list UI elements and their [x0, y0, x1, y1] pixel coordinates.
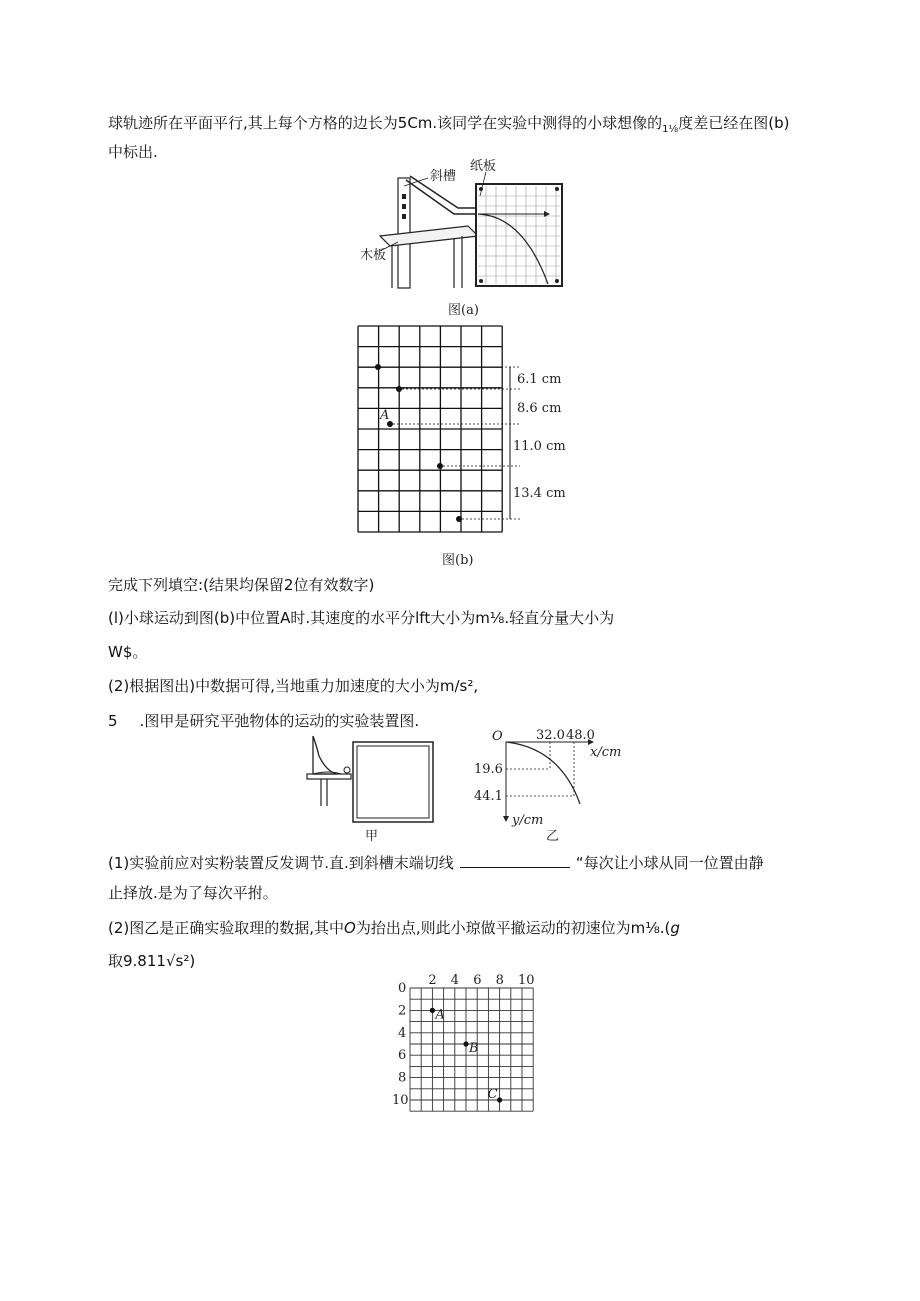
gap-label-4: 13.4 cm	[513, 486, 566, 501]
grid-point-c	[497, 1097, 502, 1102]
text-run: 为抬出点,则此小琼做平撤运动的初速位为m⅛.(	[355, 919, 671, 937]
x-tick-label: 4	[450, 973, 460, 988]
gap-label-3: 11.0 cm	[513, 439, 566, 454]
symbol-o: O	[344, 919, 356, 937]
paragraph-line-6: (2)根据图出)中数据可得,当地重力加速度的大小为m∕s²,	[108, 677, 479, 695]
trajectory-point	[375, 364, 381, 370]
gap-label-2: 8.6 cm	[517, 401, 562, 416]
figure-b-grid	[350, 320, 590, 572]
coordinate-tick-labels	[392, 973, 535, 1108]
text-run: (2)图乙是正确实验取理的数据,其中	[108, 919, 345, 937]
grid-point-label: A	[435, 1007, 445, 1023]
grid-point-b	[463, 1041, 468, 1046]
grid-point-a	[430, 1008, 435, 1013]
text-run: 度差已经在图(b)	[678, 114, 790, 132]
x-tick-label: 10	[518, 973, 535, 988]
x-tick-48: 48.0	[566, 728, 595, 743]
paragraph-line-4: (l)小球运动到图(b)中位置A时.其速度的水平分lft大小为m⅛.轻直分量大小为	[108, 609, 615, 627]
point-a-label: A	[380, 408, 390, 423]
text-run: (1)实验前应对实粉装置反发调节.直.到斜槽末端切线	[108, 854, 454, 872]
figure-a-caption: 图(a)	[448, 303, 479, 318]
figure-b-gridlines	[358, 326, 502, 532]
label-wood-board: 木板	[360, 248, 387, 263]
gap-label-1: 6.1 cm	[517, 372, 562, 387]
y-tick-label: 6	[398, 1048, 407, 1064]
paragraph-line-11: 取9.811√s²)	[108, 952, 196, 970]
y-tick-label: 2	[398, 1003, 407, 1019]
x-tick-label: 6	[473, 973, 482, 988]
paragraph-line-7	[108, 710, 419, 732]
label-paper-board: 纸板	[470, 159, 497, 174]
grid-point-label: C	[487, 1087, 498, 1102]
y-axis-label: y/cm	[512, 813, 544, 828]
question-number: 5	[108, 712, 118, 730]
text-run: “每次让小球从同一位置由静	[575, 854, 764, 872]
x-tick-32: 32.0	[536, 728, 565, 743]
subscript-text: 1⅛	[662, 124, 679, 135]
x-tick-label: 2	[428, 973, 437, 988]
trajectory-point	[456, 516, 462, 522]
fill-in-blank[interactable]	[460, 853, 570, 868]
figure-yi-plot	[470, 728, 630, 844]
x-tick-label: 8	[495, 973, 504, 988]
y-tick-label: 0	[398, 981, 407, 996]
paragraph-line-8	[108, 852, 764, 874]
x-axis-label: x/cm	[590, 745, 622, 760]
y-tick-44-1: 44.1	[474, 789, 503, 804]
grid-point-label: B	[469, 1041, 479, 1056]
trajectory-point	[437, 463, 443, 469]
y-tick-label: 4	[398, 1025, 407, 1041]
label-chute: 斜槽	[430, 169, 457, 184]
paragraph-line-5: W$。	[108, 643, 148, 661]
paragraph-line-10	[108, 917, 680, 939]
paragraph-line-9: 止择放.是为了每次平拊。	[108, 884, 278, 902]
paragraph-line-3: 完成下列填空:(结果均保留2位有效数字)	[108, 576, 375, 594]
origin-label: O	[492, 729, 503, 744]
trajectory-point	[396, 386, 402, 392]
text-run: .图甲是研究平弛物体的运动的实验装置图.	[139, 712, 420, 730]
figure-jia-caption: 甲	[365, 829, 379, 844]
paragraph-line-2: 中标出.	[108, 143, 158, 161]
figure-b-caption: 图(b)	[442, 553, 474, 568]
symbol-g: g	[670, 919, 680, 937]
figure-jia-apparatus	[305, 732, 445, 844]
y-tick-label: 10	[392, 1093, 409, 1108]
paragraph-line-1	[108, 112, 789, 141]
figure-coordinate-grid	[388, 970, 538, 1120]
y-tick-label: 8	[398, 1070, 407, 1086]
text-run: 球轨迹所在平面平行,其上每个方格的边长为5Cm.该同学在实验中测得的小球想像的	[108, 114, 663, 132]
figure-a-apparatus	[358, 156, 568, 318]
figure-yi-caption: 乙	[546, 829, 560, 844]
y-tick-19-6: 19.6	[474, 762, 503, 777]
